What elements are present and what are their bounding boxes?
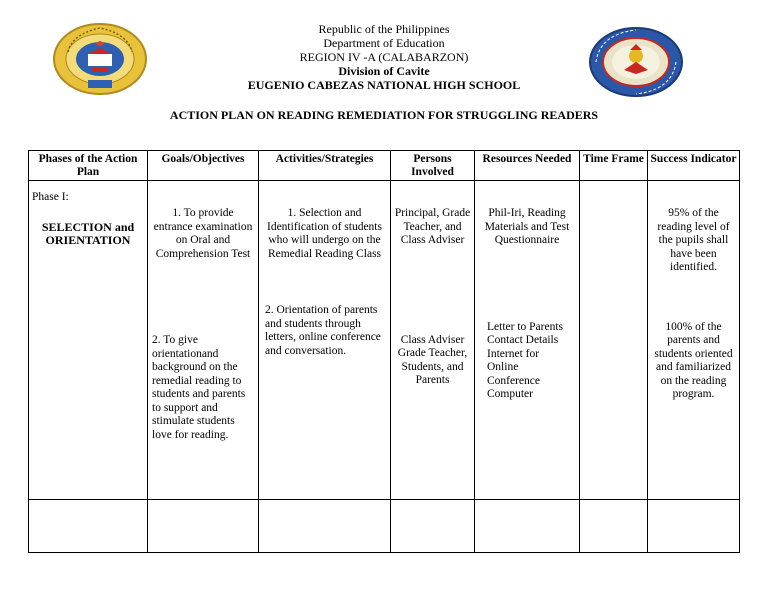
document-title: ACTION PLAN ON READING REMEDIATION FOR STRUGGLING READERS	[169, 108, 599, 122]
header-time-frame: Time Frame	[580, 151, 648, 181]
phase-name: SELECTION and ORIENTATION	[41, 219, 135, 247]
header-phases: Phases of the Action Plan	[29, 151, 148, 181]
table-header-row	[29, 151, 740, 181]
phase-label: Phase I:	[32, 191, 69, 203]
empty-cell	[391, 500, 475, 553]
activity-1: 1. Selection and Identification of students who will undergo on the Remedial Reading Class	[267, 207, 382, 260]
header-division: Division of Cavite	[338, 64, 430, 78]
empty-cell	[475, 500, 580, 553]
resources-cell	[475, 181, 580, 500]
indicator-2: 100% of the parents and students oriented and familiarized on the reading program.	[654, 320, 733, 400]
indicator-1: 95% of the reading level of the pupils shall have been identified.	[657, 207, 730, 273]
empty-cell	[259, 500, 391, 553]
empty-cell	[648, 500, 740, 553]
header-persons: Persons Involved	[391, 151, 475, 181]
goal-2	[148, 261, 258, 442]
header-department: Department of Education	[323, 36, 445, 50]
persons-1: Principal, Grade Teacher, and Class Adviser	[394, 207, 471, 246]
letterhead	[0, 22, 768, 92]
phase-cell	[29, 181, 148, 500]
table-row-empty	[29, 500, 740, 553]
empty-cell	[580, 500, 648, 553]
header-school: EUGENIO CABEZAS NATIONAL HIGH SCHOOL	[247, 78, 521, 92]
empty-cell	[29, 500, 148, 553]
table-row	[29, 181, 740, 500]
header-region: REGION IV -A (CALABARZON)	[299, 50, 469, 64]
header-success-indicator: Success Indicator	[648, 151, 740, 181]
header-goals: Goals/Objectives	[148, 151, 259, 181]
activities-cell	[259, 181, 391, 500]
resources-1: Phil-Iri, Reading Materials and Test Questionnaire	[484, 207, 570, 246]
persons-cell	[391, 181, 475, 500]
empty-cell	[148, 500, 259, 553]
time-frame-cell	[580, 181, 648, 500]
activity-2: 2. Orientation of parents and students through letters, online conference and conversation.	[265, 304, 381, 357]
header-resources: Resources Needed	[475, 151, 580, 181]
action-plan-table	[28, 150, 740, 553]
goal-2-text: 2. To give orientationand background on the remedial reading to students and parents to support and stimulate students love for reading.	[152, 334, 246, 441]
persons-2: Class Adviser Grade Teacher, Students, and Parents	[397, 333, 468, 386]
header-activities: Activities/Strategies	[259, 151, 391, 181]
success-indicator-cell	[648, 181, 740, 500]
goals-cell	[148, 181, 259, 500]
header-republic: Republic of the Philippines	[318, 22, 450, 36]
resources-2: Letter to Parents Contact Details Internet for Online Conference Computer	[487, 320, 564, 400]
goal-1: 1. To provide entrance examination on Oral and Comprehension Test	[153, 207, 253, 260]
